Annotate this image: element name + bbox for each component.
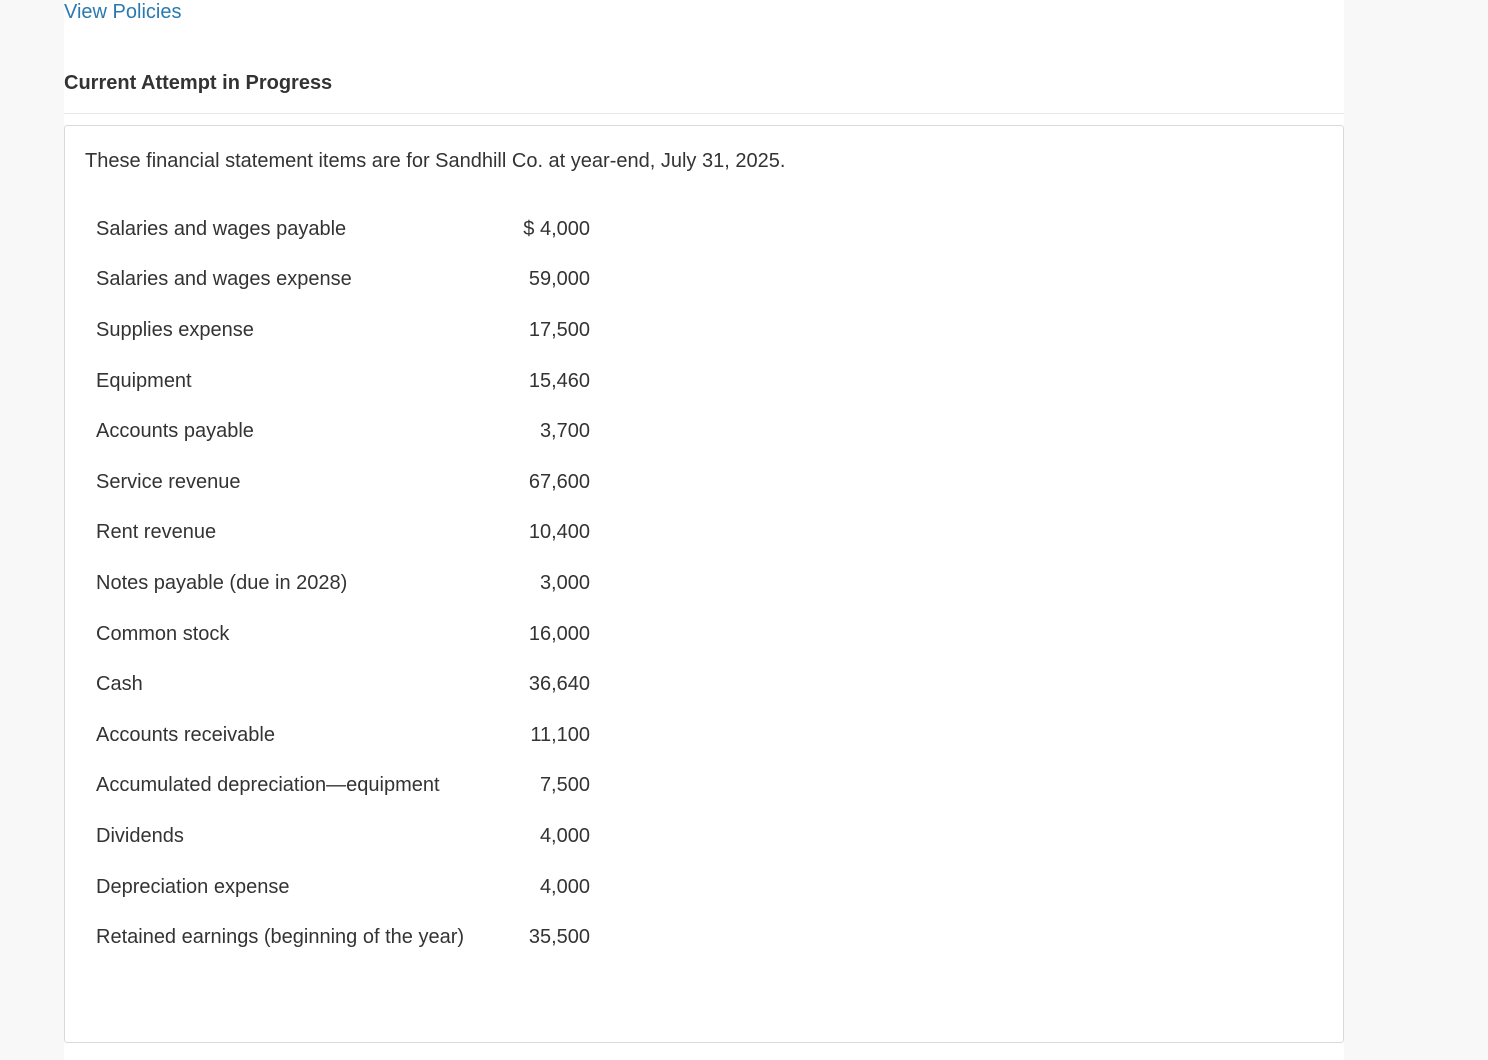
item-value: 35,500: [528, 926, 590, 949]
item-label: Dividends: [96, 824, 184, 847]
content-column: [64, 0, 1344, 1060]
item-label: Salaries and wages payable: [96, 217, 347, 240]
view-policies-link[interactable]: View Policies: [64, 1, 182, 23]
item-label: Rent revenue: [96, 521, 217, 544]
item-value: 36,640: [528, 673, 590, 696]
item-value: 10,400: [528, 521, 590, 544]
table-row: [96, 912, 590, 963]
item-value: 16,000: [528, 622, 590, 645]
table-row: [96, 255, 590, 306]
item-label: Accounts receivable: [96, 723, 275, 746]
item-label: Retained earnings (beginning of the year): [96, 926, 465, 949]
table-row: [96, 659, 590, 710]
table-row: [96, 558, 590, 609]
table-row: [96, 710, 590, 761]
item-value: 7,500: [539, 774, 590, 797]
item-label: Accumulated depreciation—equipment: [96, 774, 440, 797]
financial-items-table: [96, 204, 590, 963]
item-label: Supplies expense: [96, 318, 254, 341]
item-label: Depreciation expense: [96, 875, 290, 898]
table-row: [96, 508, 590, 559]
table-row: [96, 406, 590, 457]
item-value: 67,600: [528, 470, 590, 493]
table-row: [96, 862, 590, 913]
item-value: $ 4,000: [523, 217, 590, 240]
item-label: Equipment: [96, 369, 192, 392]
item-label: Cash: [96, 673, 143, 696]
item-value: 3,700: [539, 420, 590, 443]
attempt-status-heading: Current Attempt in Progress: [64, 72, 333, 94]
table-row: [96, 204, 590, 255]
table-row: [96, 356, 590, 407]
question-intro: These financial statement items are for Sandhill Co. at year-end, July 31, 2025.: [85, 150, 786, 172]
item-label: Service revenue: [96, 470, 241, 493]
table-row: [96, 609, 590, 660]
item-value: 17,500: [528, 318, 590, 341]
item-label: Common stock: [96, 622, 230, 645]
item-value: 59,000: [528, 268, 590, 291]
item-value: 11,100: [530, 723, 590, 746]
item-value: 3,000: [539, 571, 590, 594]
item-value: 15,460: [528, 369, 590, 392]
item-label: Salaries and wages expense: [96, 268, 352, 291]
item-label: Notes payable (due in 2028): [96, 571, 348, 594]
table-row: [96, 811, 590, 862]
table-row: [96, 761, 590, 812]
item-value: 4,000: [539, 875, 590, 898]
table-row: [96, 305, 590, 356]
item-label: Accounts payable: [96, 420, 254, 443]
item-value: 4,000: [539, 824, 590, 847]
question-card: [64, 125, 1344, 1043]
heading-divider: [64, 113, 1344, 114]
table-row: [96, 457, 590, 508]
